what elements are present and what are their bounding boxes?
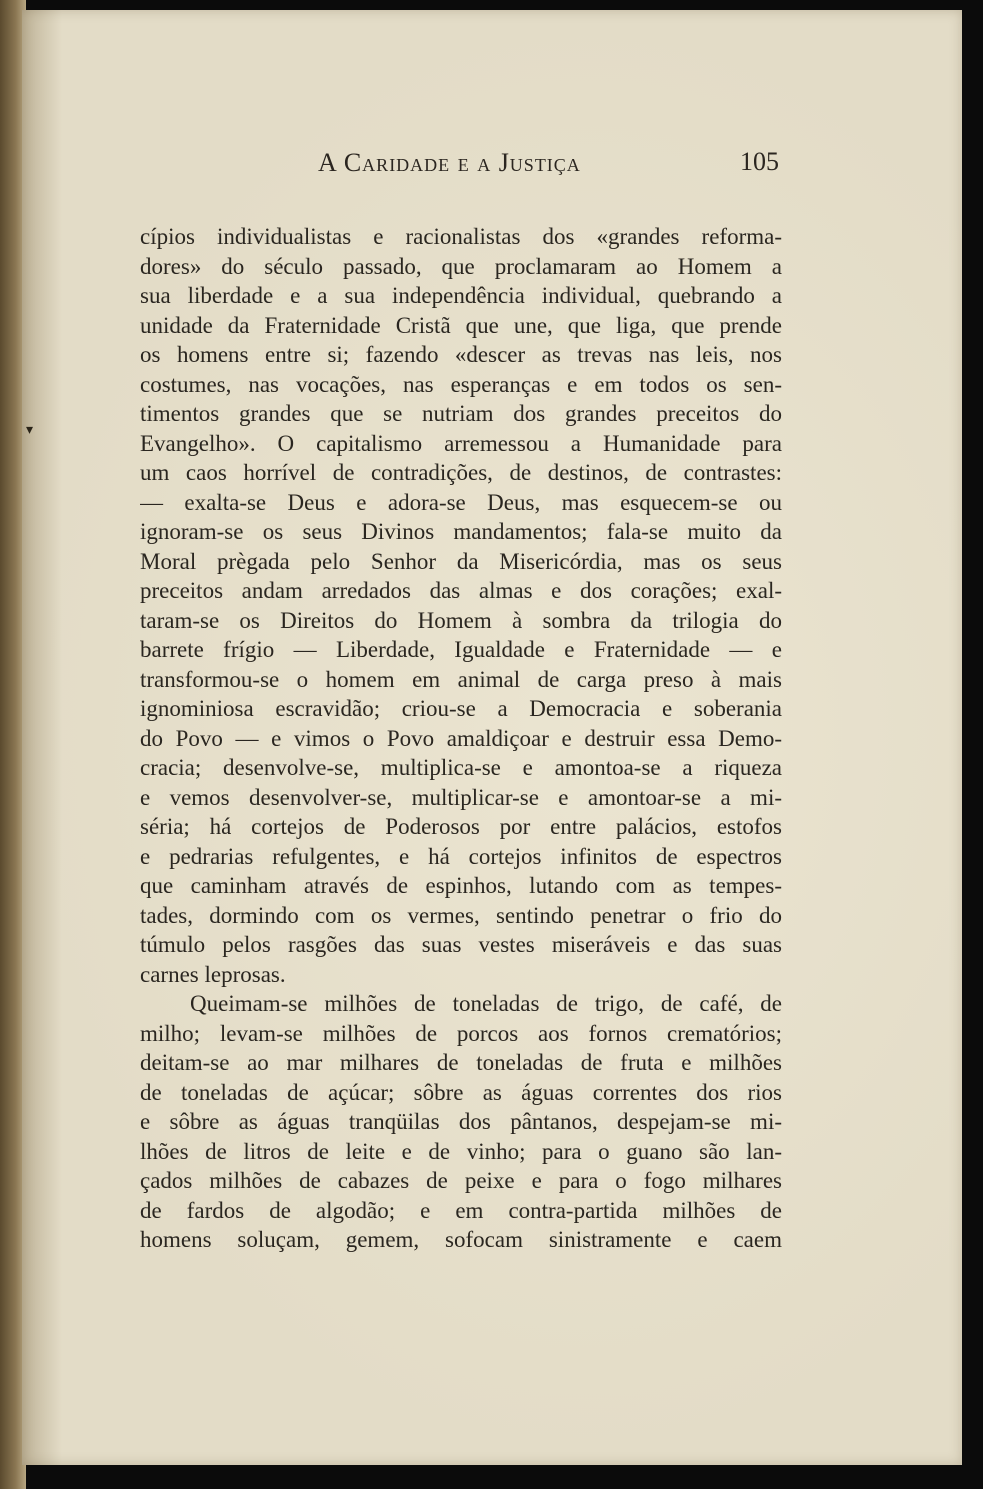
text-line: dores» do século passado, que proclamaram ao Homem a	[140, 253, 782, 279]
text-line: unidade da Fraternidade Cristã que une, que liga, que prende	[140, 312, 782, 338]
text-line: homens soluçam, gemem, sofocam sinistramente e caem	[140, 1227, 782, 1252]
text-line: séria; há cortejos de Poderosos por entre palácios, estofos	[140, 814, 782, 839]
page-number: 105	[740, 147, 779, 176]
text-line: de fardos de algodão; e em contra-partida milhões de	[140, 1197, 782, 1223]
text-line: Moral prègada pelo Senhor da Misericórdia, mas os seus	[140, 548, 782, 574]
running-head-word: Caridade	[343, 148, 451, 177]
text-line: sua liberdade e a sua independência individual, quebrando a	[140, 283, 782, 308]
text-line: do Povo — e vimos o Povo amaldiçoar e destruir essa Demo-	[140, 725, 782, 751]
text-line: que caminham através de espinhos, lutando com as tempes-	[140, 873, 782, 898]
running-head	[318, 148, 581, 178]
text-line: e pedrarias refulgentes, e há cortejos infinitos de espectros	[140, 843, 782, 869]
text-line: milho; levam-se milhões de porcos aos fornos crematórios;	[140, 1020, 782, 1046]
text-line: — exalta-se Deus e adora-se Deus, mas esquecem-se ou	[140, 489, 782, 515]
text-line: çados milhões de cabazes de peixe e para o fogo milhares	[140, 1168, 782, 1193]
running-head-word: A	[318, 148, 337, 177]
text-line: lhões de litros de leite e de vinho; para o guano são lan-	[140, 1138, 782, 1164]
text-line: ignominiosa escravidão; criou-se a Democracia e soberania	[140, 696, 782, 721]
text-line: deitam-se ao mar milhares de toneladas de fruta e milhões	[140, 1050, 782, 1075]
text-line: taram-se os Direitos do Homem à sombra da trilogia do	[140, 607, 782, 633]
text-line: e vemos desenvolver-se, multiplicar-se e amontoar-se a mi-	[140, 784, 782, 810]
text-line: os homens entre si; fazendo «descer as trevas nas leis, nos	[140, 342, 782, 367]
text-line: timentos grandes que se nutriam dos grandes preceitos do	[140, 401, 782, 426]
text-line: de toneladas de açúcar; sôbre as águas correntes dos rios	[140, 1079, 782, 1105]
margin-mark: ▾	[26, 423, 34, 438]
text-line: preceitos andam arredados das almas e dos corações; exal-	[140, 578, 782, 603]
text-line: um caos horrível de contradições, de destinos, de contrastes:	[140, 460, 782, 485]
text-line-paragraph-start: Queimam-se milhões de toneladas de trigo, de café, de	[190, 991, 782, 1016]
running-head-word: Justiça	[498, 148, 581, 177]
text-line-paragraph-end: carnes leprosas.	[140, 961, 286, 987]
text-line: barrete frígio — Liberdade, Igualdade e Fraternidade — e	[140, 637, 782, 662]
text-line: túmulo pelos rasgões das suas vestes miseráveis e das suas	[140, 932, 782, 957]
body-text	[140, 222, 782, 1255]
running-head-word: e	[457, 148, 470, 177]
text-line: Evangelho». O capitalismo arremessou a Humanidade para	[140, 430, 782, 456]
text-line: e sôbre as águas tranqüilas dos pântanos, despejam-se mi-	[140, 1109, 782, 1134]
text-line: tades, dormindo com os vermes, sentindo penetrar o frio do	[140, 902, 782, 928]
text-line: transformou-se o homem em animal de carga preso à mais	[140, 666, 782, 692]
running-head-word: a	[477, 148, 492, 177]
text-line: costumes, nas vocações, nas esperanças e em todos os sen-	[140, 371, 782, 397]
text-line: cípios individualistas e racionalistas dos «grandes reforma-	[140, 224, 782, 249]
text-line: ignoram-se os seus Divinos mandamentos; fala-se muito da	[140, 519, 782, 544]
text-line: cracia; desenvolve-se, multiplica-se e amontoa-se a riqueza	[140, 755, 782, 780]
